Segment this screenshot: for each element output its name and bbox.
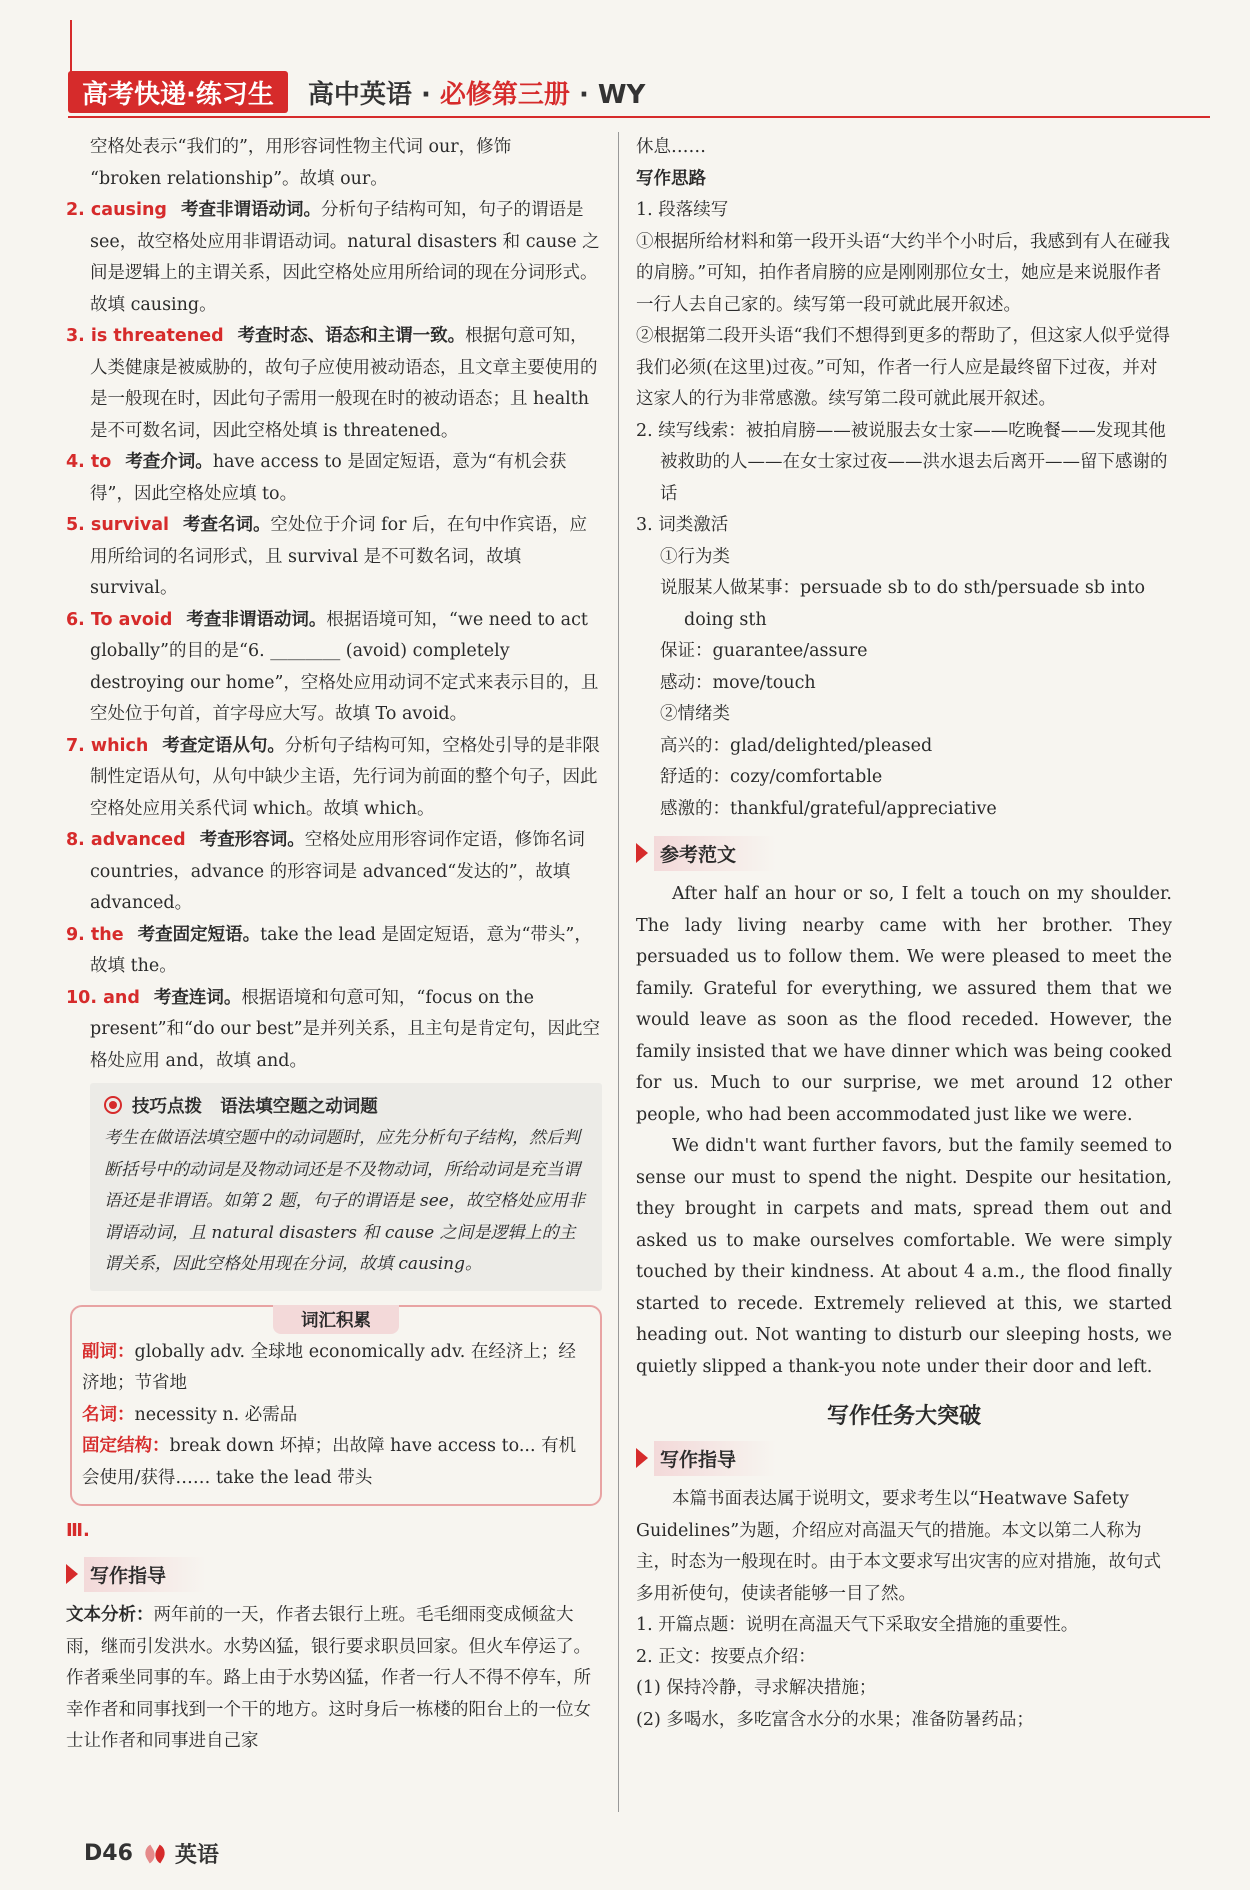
vocab-row — [82, 1400, 586, 1432]
column-divider — [618, 132, 619, 1812]
answer-point: 考查固定短语。 — [137, 924, 261, 945]
guide-subpoint: (2) 多喝水，多吃富含水分的水果；准备防暑药品； — [636, 1709, 1034, 1730]
vocab-title: 词汇积累 — [273, 1305, 399, 1334]
answer-point: 考查定语从句。 — [162, 735, 285, 756]
header-rule — [70, 20, 72, 72]
tip-body: 考生在做语法填空题中的动词题时，应先分析句子结构，然后判断括号中的动词是及物动词还是不及物动词，所给动词是充当谓语还是非谓语。如第 2 题，句子的谓语是 see，故空格处应用非谓语动词，且 natural disasters 和 cause 之间是逻辑上的主谓关系，因此空格处用现在分词，故填 causing。 — [104, 1128, 585, 1274]
answer-item — [66, 983, 602, 1078]
essay-paragraph: After half an hour or so, I felt a touch on my shoulder. The lady living nearby came with her brother. They persuaded us to follow them. We were pleased to meet the family. Grateful for everything, we assured them that we would leave as soon as the flood receded. However, the family insisted that we have dinner which was being cooked for us. Much to our surprise, we met around 12 other people, who had been accommodated just like we were. — [636, 884, 1172, 1125]
step-1-title: 1. 段落续写 — [636, 200, 729, 220]
answer-point: 考查介词。 — [125, 452, 213, 472]
step-1-para-2: ②根据第二段开头语“我们不想得到更多的帮助了，但这家人似乎觉得我们必须(在这里)过夜。”可知，作者一行人应是最终留下过夜，并对这家人的行为非常感激。续写第二段可就此展开叙述。 — [636, 326, 1170, 409]
answer-item — [66, 195, 602, 321]
tip-title: 语法填空题之动词题 — [220, 1097, 378, 1117]
page-number: D46 — [84, 1841, 133, 1866]
answer-key: 6. To avoid — [66, 609, 173, 630]
answer-item — [66, 321, 602, 447]
answer-key: 10. and — [66, 987, 140, 1008]
guide-subpoint: (1) 保持冷静，寻求解决措施； — [636, 1678, 877, 1698]
left-column — [66, 132, 602, 1758]
answer-text: 根据语境和句意可知，“focus on the present”和“do our best”是并列关系，且主句是肯定句，因此空格处应用 and，故填 and。 — [90, 987, 601, 1071]
answer-text: 分析句子结构可知，句子的谓语是 see，故空格处应用非谓语动词。natural disasters 和 cause 之间是逻辑上的主谓关系，因此空格处应用所给词的现在分词形式。故填 causing。 — [90, 200, 600, 315]
vocab-box — [70, 1305, 602, 1507]
vocab-row — [82, 1431, 586, 1494]
step-1-para-1: ①根据所给材料和第一段开头语“大约半个小时后，我感到有人在碰我的肩膀。”可知，拍作者肩膀的应是刚刚那位女士，她应是来说服作者一行人去自己家的。续写第一段可就此展开叙述。 — [636, 231, 1170, 315]
footer-subject: 英语 — [174, 1843, 219, 1868]
edition: · WY — [569, 79, 646, 110]
thinking-title: 写作思路 — [636, 168, 706, 189]
answer-point: 考查名词。 — [183, 515, 271, 535]
answer-item — [66, 825, 602, 920]
arrow-icon — [636, 843, 648, 863]
answer-item — [66, 605, 602, 731]
subject-prefix: 高中英语 · — [307, 79, 440, 110]
header-underline — [68, 116, 1210, 118]
guide-paragraph: 本篇书面表达属于说明文，要求考生以“Heatwave Safety Guidelines”为题，介绍应对高温天气的措施。本文以第二人称为主，时态为一般现在时。由于本文要求写出灾害的应对措施，故句式多用祈使句，使读者能够一目了然。 — [636, 1489, 1161, 1604]
page-header — [68, 70, 645, 114]
answer-text: 分析句子结构可知，空格处引导的是非限制性定语从句，从句中缺少主语，先行词为前面的整个句子，因此空格处应用关系代词 which。故填 which。 — [90, 735, 600, 819]
vocab-key: 名词： — [82, 1404, 135, 1425]
answer-key: 3. is threatened — [66, 326, 224, 346]
answer-text: 根据语境可知，“we need to act globally”的目的是“6. ________ (avoid) completely destroying our home”，空格处应用动词不定式来表示目的，且空处位于句首，首字母应大写。故填 To avoid。 — [90, 609, 599, 724]
step-3-sub-a: ①行为类 — [660, 546, 730, 567]
answer-key: 9. the — [66, 924, 124, 945]
section-tag — [636, 835, 1172, 871]
section-tag — [66, 1556, 602, 1592]
tip-box — [90, 1083, 602, 1291]
answer-item — [66, 447, 602, 510]
answer-point: 考查形容词。 — [199, 830, 305, 850]
vocab-value: break down 坏掉；出故障 have access to... 有机会使用/获得…… take the lead 带头 — [82, 1436, 577, 1488]
answer-text: 空处位于介词 for 后，在句中作宾语，应用所给词的名词形式，且 survival 是不可数名词，故填 survival。 — [90, 515, 588, 598]
answer-key: 2. causing — [66, 200, 167, 220]
tag-label: 写作指导 — [654, 1441, 776, 1476]
section-number: Ⅲ. — [66, 1520, 90, 1541]
leaf-icon — [143, 1842, 167, 1866]
word-item: 舒适的：cozy/comfortable — [660, 767, 883, 787]
arrow-icon — [66, 1564, 78, 1584]
word-item: 感动：move/touch — [660, 672, 816, 693]
section-title: 写作任务大突破 — [826, 1404, 981, 1429]
guide-point: 1. 开篇点题：说明在高温天气下采取安全措施的重要性。 — [636, 1615, 1079, 1635]
word-item: 保证：guarantee/assure — [660, 641, 868, 661]
tag-label: 写作指导 — [84, 1557, 206, 1592]
book-name: 必修第三册 — [439, 79, 570, 110]
tag-label: 参考范文 — [654, 836, 776, 871]
answer-point: 考查连词。 — [153, 987, 242, 1008]
section-tag — [636, 1440, 1172, 1476]
word-item: 说服某人做某事：persuade sb to do sth/persuade sb into doing sth — [660, 578, 1146, 630]
right-column — [636, 132, 1172, 1736]
guide-point: 2. 正文：按要点介绍： — [636, 1646, 816, 1667]
vocab-value: globally adv. 全球地 economically adv. 在经济上；经济地；节省地 — [82, 1341, 576, 1393]
book-title — [308, 74, 646, 111]
answer-key: 7. which — [66, 735, 149, 756]
intro-line-2: “broken relationship”。故填 our。 — [90, 168, 388, 189]
analysis-label: 文本分析： — [66, 1605, 154, 1625]
step-3-sub-b: ②情绪类 — [660, 704, 730, 724]
answer-key: 5. survival — [66, 515, 170, 535]
answer-key: 4. to — [66, 452, 112, 472]
essay-paragraph: We didn't want further favors, but the family seemed to sense our must to spend the night. Despite our hesitation, they brought in carpets and mats, spread them out and asked us to make ourselves comfortable. We were simply touched by their kindness. At about 4 a.m., the flood finally started to recede. Extremely relieved at this, we started heading out. Not wanting to disturb our sleeping hosts, we quietly slipped a thank-you note under their door and left. — [636, 1136, 1172, 1377]
answer-item — [66, 920, 602, 983]
analysis-paragraph — [66, 1600, 602, 1758]
answer-point: 考查非谓语动词。 — [180, 200, 321, 220]
answer-text: have access to 是固定短语，意为“有机会获得”，因此空格处应填 to。 — [90, 452, 567, 504]
step-2: 2. 续写线索：被拍肩膀——被说服去女士家——吃晚餐——发现其他被救助的人——在女士家过夜——洪水退去后离开——留下感谢的话 — [636, 420, 1168, 504]
word-item: 高兴的：glad/delighted/pleased — [660, 735, 933, 756]
page-footer — [84, 1838, 219, 1869]
vocab-value: necessity n. 必需品 — [134, 1404, 298, 1425]
answer-item — [66, 731, 602, 826]
answer-text: 空格处应用形容词作定语，修饰名词 countries，advance 的形容词是 advanced“发达的”，故填 advanced。 — [90, 830, 585, 913]
answer-point: 考查非谓语动词。 — [186, 609, 327, 630]
analysis-text: 两年前的一天，作者去银行上班。毛毛细雨变成倾盆大雨，继而引发洪水。水势凶猛，银行要求职员回家。但火车停运了。作者乘坐同事的车。路上由于水势凶猛，作者一行人不得不停车，所幸作者和同事找到一个干的地方。这时身后一栋楼的阳台上的一位女士让作者和同事进自己家 — [66, 1605, 591, 1751]
tip-header — [104, 1091, 588, 1123]
brand-label: 高考快递·练习生 — [68, 71, 288, 113]
vocab-key: 固定结构： — [82, 1436, 170, 1456]
answer-text: 根据句意可知，人类健康是被威胁的，故句子应使用被动语态，且文章主要使用的是一般现在时，因此句子需用一般现在时的被动语态；且 health 是不可数名词，因此空格处填 is threatened。 — [90, 326, 598, 441]
word-item: 感激的：thankful/grateful/appreciative — [660, 798, 997, 819]
continued-text: 休息…… — [636, 137, 706, 157]
intro-line-1: 空格处表示“我们的”，用形容词性物主代词 our，修饰 — [90, 137, 512, 157]
answer-key: 8. advanced — [66, 830, 186, 850]
answer-text: take the lead 是固定短语，意为“带头”，故填 the。 — [90, 924, 592, 976]
step-3-title: 3. 词类激活 — [636, 515, 729, 535]
answer-item — [66, 510, 602, 605]
answer-point: 考查时态、语态和主谓一致。 — [237, 326, 466, 346]
target-icon — [104, 1096, 122, 1114]
tip-label: 技巧点拨 — [132, 1097, 202, 1117]
vocab-row — [82, 1337, 586, 1400]
arrow-icon — [636, 1448, 648, 1468]
vocab-key: 副词： — [82, 1341, 135, 1362]
sample-essay — [636, 879, 1172, 1383]
